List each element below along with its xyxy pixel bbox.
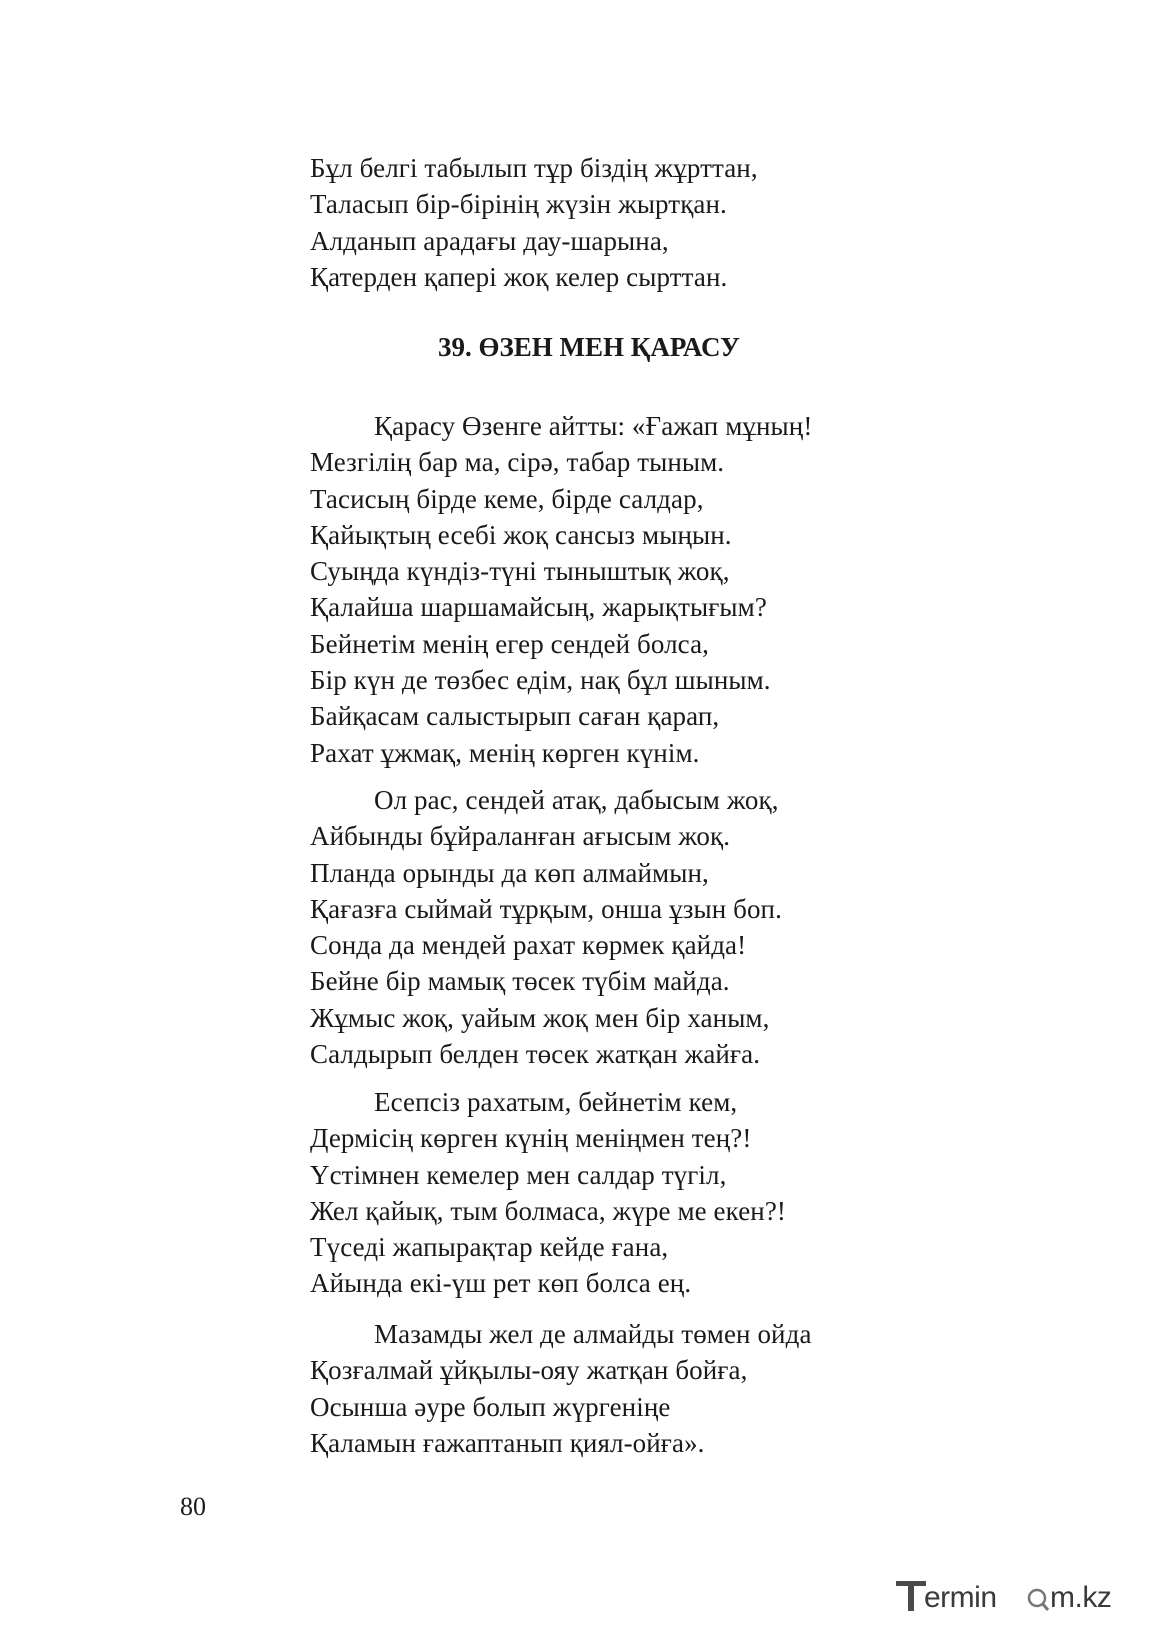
poem-line: Қайықтың есебі жоқ сансыз мыңын. [310,519,732,550]
poem-line: Ол рас, сендей атақ, дабысым жоқ, [374,785,779,815]
poem-line: Есепсіз рахатым, бейнетім кем, [374,1087,738,1117]
watermark-logo [896,1577,1136,1615]
poem-line: Бейнетім менің егер сендей болса, [310,628,710,659]
poem-line: Жұмыс жоқ, уайым жоқ мен бір ханым, [310,1002,770,1033]
poem-line: Дермісің көрген күнің меніңмен тең?! [310,1123,752,1154]
poem-line: Таласып бір-бірінің жүзін жыртқан. [310,189,727,220]
poem-line: Түседі жапырақтар кейде ғана, [310,1232,669,1263]
poem-line: Тасисың бірде кеме, бірде салдар, [310,483,704,514]
poem-line: Қатерден қапері жоқ келер сырттан. [310,261,728,292]
poem-line: Байқасам салыстырып саған қарап, [310,701,720,732]
stanza-3 [310,1084,930,1302]
poem-line: Планда орынды да көп алмаймын, [310,857,709,888]
page-number: 80 [180,1492,206,1521]
poem-line: Үстімнен кемелер мен салдар түгіл, [310,1159,727,1190]
poem-line: Алданып арадағы дау-шарына, [310,225,669,256]
poem-line: Суыңда күндіз-түні тыныштық жоқ, [310,556,730,587]
poem-line: Салдырып белден төсек жатқан жайға. [310,1039,761,1070]
intro-stanza [310,150,930,295]
poem-line: Айында екі-үш рет көп болса ең. [310,1268,692,1299]
stanza-4 [310,1316,930,1461]
poem-line: Қалайша шаршамайсың, жарықтығым? [310,592,767,623]
stanza-1 [310,408,930,771]
magnifier-icon [1029,1590,1048,1610]
stanza-2 [310,782,930,1072]
poem-line: Мезгілің бар ма, сірә, табар тыным. [310,447,725,478]
poem-line: Бір күн де төзбес едім, нақ бұл шыным. [310,665,771,696]
poem-line: Бейне бір мамық төсек түбім майда. [310,966,730,997]
poem-title: 39. ӨЗЕН МЕН ҚАРАСУ [438,332,740,362]
poem-line: Жел қайық, тым болмаса, жүре ме екен?! [310,1195,786,1226]
poem-line: Сонда да мендей рахат көрмек қайда! [310,930,747,961]
poem-line: Қарасу Өзенге айтты: «Ғажап мұның! [374,411,813,441]
poem-line: Бұл белгі табылып тұр біздің жұрттан, [310,153,758,183]
poem-line: Қағазға сыймай тұрқым, онша ұзын боп. [310,893,782,924]
watermark-suffix: m.kz [1050,1581,1112,1614]
poem-line: Айбынды бұйраланған ағысым жоқ. [310,821,731,852]
poem-line: Осынша әуре болып жүргеніңе [310,1391,671,1422]
poem-line: Қозғалмай ұйқылы-ояу жатқан бойға, [310,1355,748,1386]
watermark-prefix: ermin [924,1581,997,1614]
poem-line: Рахат ұжмақ, менің көрген күнім. [310,737,700,768]
poem-line: Қаламын ғажаптанып қиял-ойға». [310,1427,705,1458]
poem-line: Мазамды жел де алмайды төмен ойда [374,1319,812,1349]
t-logo-icon [896,1577,1136,1615]
